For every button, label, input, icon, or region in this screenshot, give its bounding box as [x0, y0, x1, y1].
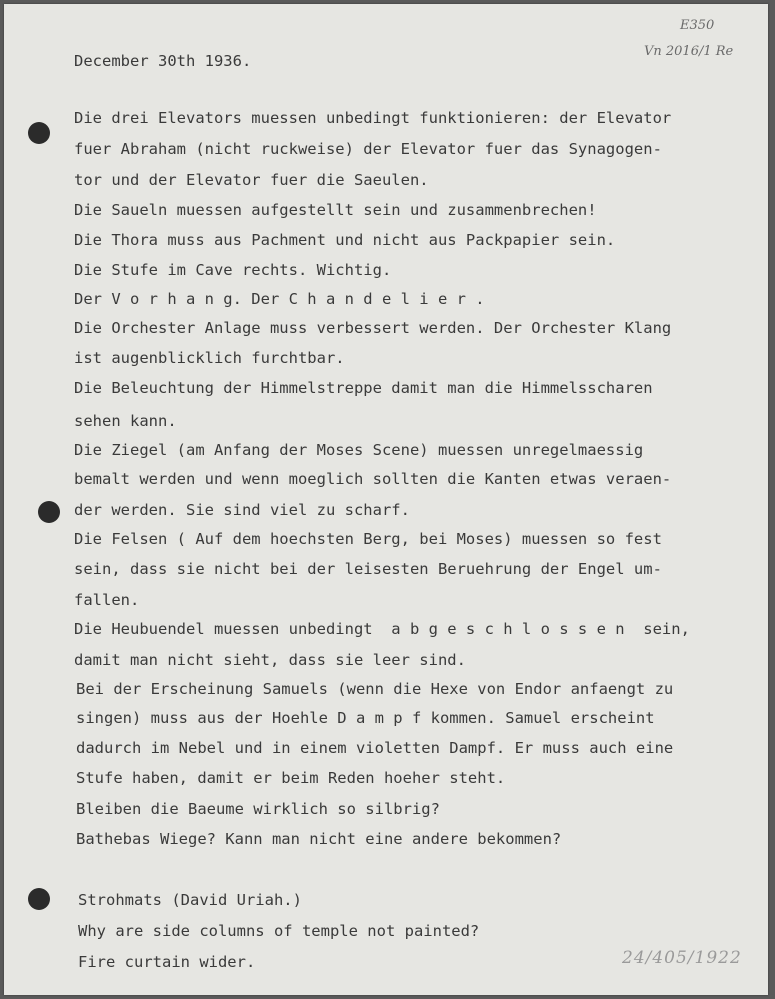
- text-line: Die Ziegel (am Anfang der Moses Scene) muessen unregelmaessig: [74, 441, 644, 459]
- text-line: der werden. Sie sind viel zu scharf.: [74, 501, 410, 519]
- date-line: December 30th 1936.: [74, 52, 252, 70]
- archive-mark-top: E350: [680, 18, 715, 33]
- postscript-line: Why are side columns of temple not painted?: [78, 922, 480, 940]
- text-line: dadurch im Nebel und in einem violetten Dampf. Er muss auch eine: [76, 739, 674, 757]
- text-line: Die Thora muss aus Pachment und nicht aus Packpapier sein.: [74, 231, 616, 249]
- text-line: damit man nicht sieht, dass sie leer sind.: [74, 651, 466, 669]
- text-line: Bleiben die Baeume wirklich so silbrig?: [76, 800, 440, 818]
- text-line: singen) muss aus der Hoehle D a m p f kommen. Samuel erscheint: [76, 709, 655, 727]
- text-line: Bathebas Wiege? Kann man nicht eine andere bekommen?: [76, 830, 562, 848]
- text-line: ist augenblicklich furchtbar.: [74, 349, 345, 367]
- pencil-inventory-note: 24/405/1922: [622, 948, 742, 968]
- postscript-line: Strohmats (David Uriah.): [78, 891, 302, 909]
- text-line: Die Stufe im Cave rechts. Wichtig.: [74, 261, 392, 279]
- text-line: Die Felsen ( Auf dem hoechsten Berg, bei Moses) muessen so fest: [74, 530, 662, 548]
- text-line: Die Saueln muessen aufgestellt sein und zusammenbrechen!: [74, 201, 597, 219]
- text-line: fallen.: [74, 591, 140, 609]
- archive-reference: Vn 2016/1 Re: [644, 44, 734, 59]
- text-line: Die Beleuchtung der Himmelstreppe damit man die Himmelsscharen: [74, 379, 653, 397]
- punch-hole-bottom: [28, 888, 50, 910]
- text-line: sein, dass sie nicht bei der leisesten Beruehrung der Engel um-: [74, 560, 662, 578]
- text-line: Stufe haben, damit er beim Reden hoeher steht.: [76, 769, 506, 787]
- text-line: sehen kann.: [74, 412, 177, 430]
- text-line: fuer Abraham (nicht ruckweise) der Elevator fuer das Synagogen-: [74, 140, 662, 158]
- typed-page: [4, 4, 768, 995]
- text-line: Die drei Elevators muessen unbedingt funktionieren: der Elevator: [74, 109, 672, 127]
- text-line: bemalt werden und wenn moeglich sollten die Kanten etwas veraen-: [74, 470, 672, 488]
- text-line: Der V o r h a n g. Der C h a n d e l i e r .: [74, 290, 485, 308]
- postscript-line: Fire curtain wider.: [78, 953, 256, 971]
- text-line: Die Orchester Anlage muss verbessert werden. Der Orchester Klang: [74, 319, 672, 337]
- text-line: tor und der Elevator fuer die Saeulen.: [74, 171, 429, 189]
- text-line: Bei der Erscheinung Samuels (wenn die Hexe von Endor anfaengt zu: [76, 680, 674, 698]
- text-line: Die Heubuendel muessen unbedingt a b g e s c h l o s s e n sein,: [74, 620, 690, 638]
